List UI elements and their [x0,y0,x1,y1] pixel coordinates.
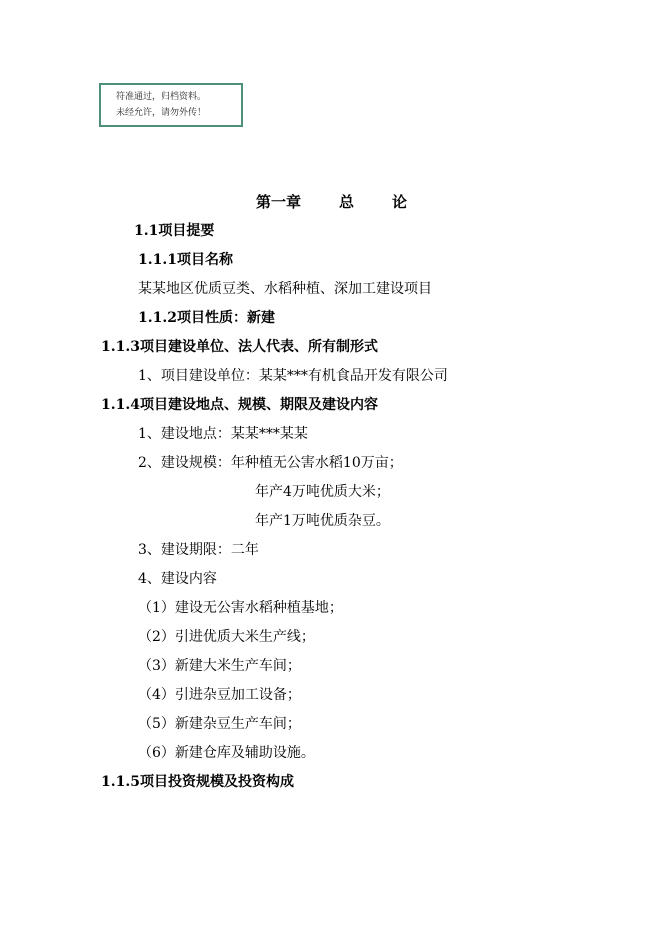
construction-scale: 2、建设规模：年种植无公害水稻10万亩； [138,455,403,471]
chapter-title [256,193,407,211]
subsection-heading-1-1-1: 1.1.1项目名称 [138,252,233,268]
stamp-line-1: 符准通过，归档资料。 [116,92,207,102]
project-name: 某某地区优质豆类、水稻种植、深加工建设项目 [138,281,432,297]
content-item-3: （3）新建大米生产车间； [138,658,301,674]
content-item-5: （5）新建杂豆生产车间； [138,716,301,732]
subsection-heading-1-1-4: 1.1.4项目建设地点、规模、期限及建设内容 [101,397,378,413]
content-item-6: （6）新建仓库及辅助设施。 [138,745,315,761]
construction-site: 1、建设地点：某某***某某 [138,426,308,442]
content-item-4: （4）引进杂豆加工设备； [138,687,301,703]
scale-bean-output: 年产1万吨优质杂豆。 [255,513,390,529]
subsection-heading-1-1-5: 1.1.5项目投资规模及投资构成 [101,774,294,790]
scale-rice-output: 年产4万吨优质大米； [255,484,390,500]
chapter-title-word-1: 总 [339,193,355,211]
subsection-heading-1-1-2: 1.1.2项目性质：新建 [138,310,275,326]
chapter-title-number: 第一章 [256,193,302,211]
section-heading-1-1: 1.1项目提要 [134,223,215,239]
stamp-line-2: 未经允许，请勿外传！ [116,108,207,118]
subsection-heading-1-1-3: 1.1.3项目建设单位、法人代表、所有制形式 [101,339,378,355]
content-item-1: （1）建设无公害水稻种植基地； [138,600,343,616]
construction-content-heading: 4、建设内容 [138,571,217,587]
chapter-title-word-2: 论 [392,193,408,211]
content-item-2: （2）引进优质大米生产线； [138,629,315,645]
construction-unit: 1、项目建设单位：某某***有机食品开发有限公司 [138,368,448,384]
construction-period: 3、建设期限：二年 [138,542,259,558]
archive-stamp [99,83,243,127]
